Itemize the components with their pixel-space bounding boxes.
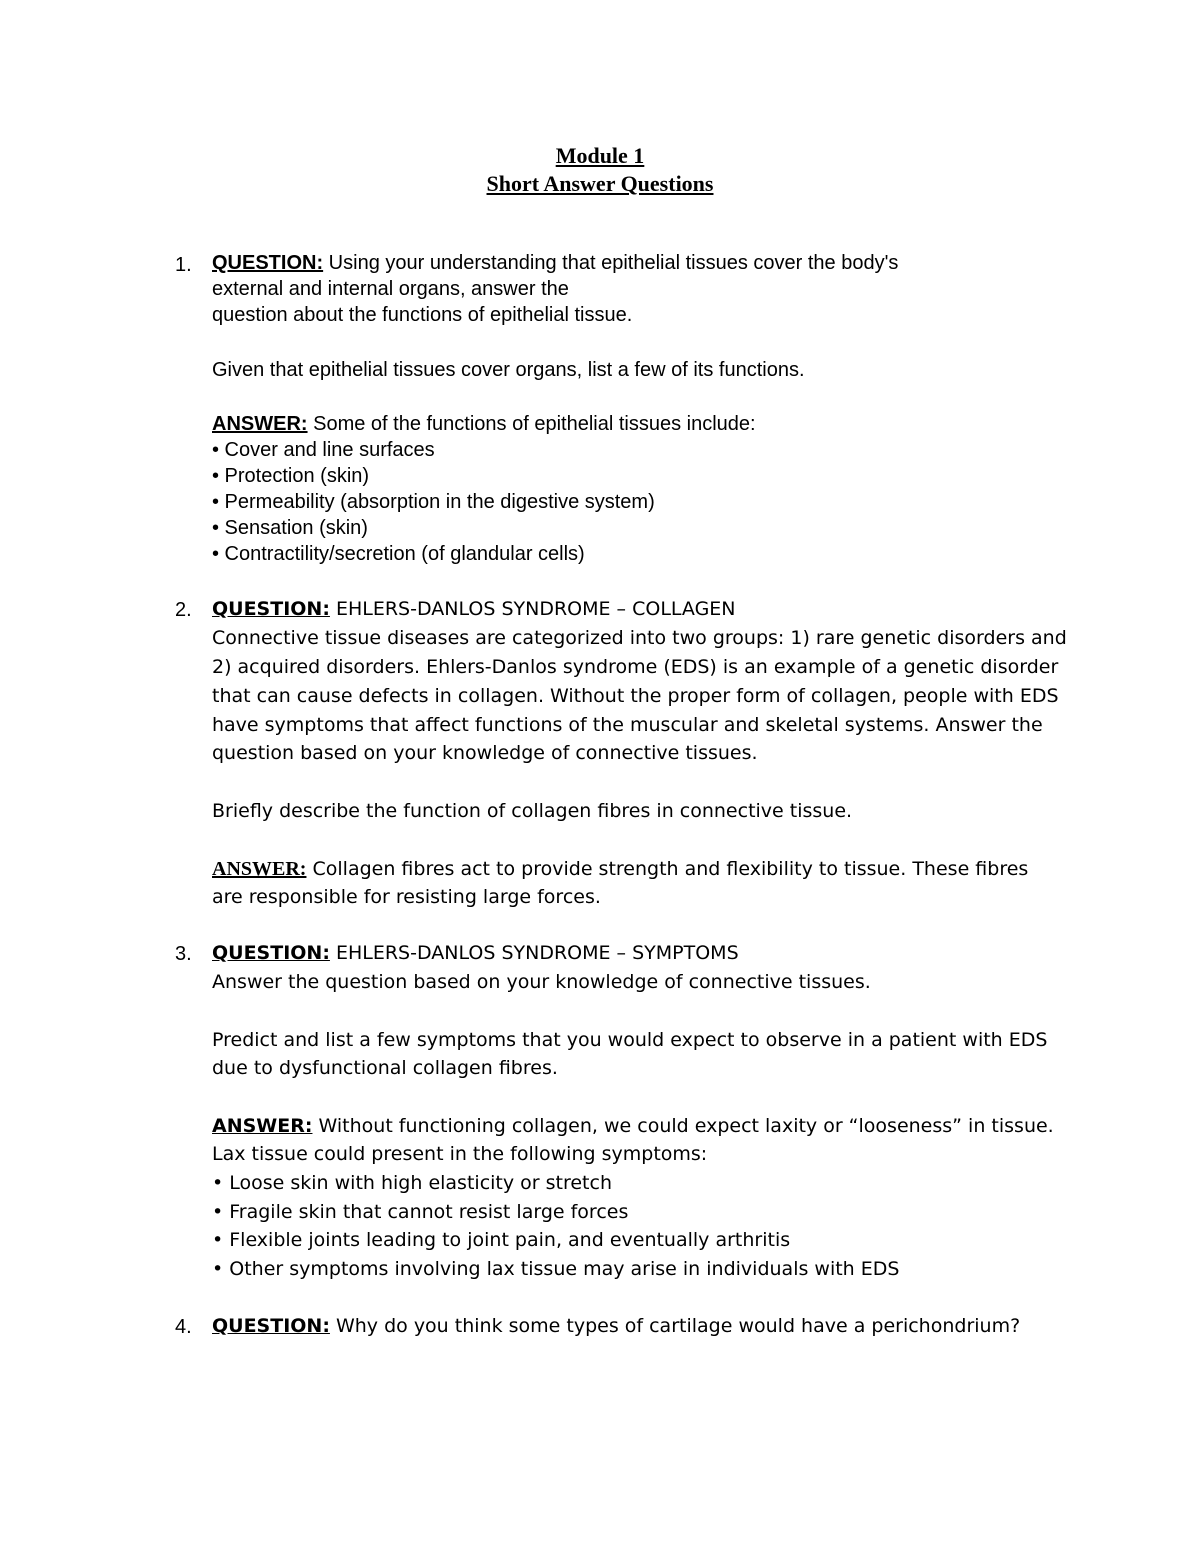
question-number: 3.	[175, 943, 192, 965]
question-prompt: Briefly describe the function of collagen fibres in connective tissue.	[212, 800, 853, 822]
answer-label: ANSWER:	[212, 1115, 313, 1137]
answer-label: ANSWER:	[212, 413, 308, 435]
answer-bullet: • Protection (skin)	[212, 465, 370, 487]
answer-bullet: • Fragile skin that cannot resist large forces	[212, 1201, 629, 1223]
answer-bullet: • Permeability (absorption in the digestive system)	[212, 491, 655, 513]
answer-bullet: • Cover and line surfaces	[212, 439, 435, 461]
question-intro-line: external and internal organs, answer the	[212, 278, 569, 300]
answer	[212, 858, 1028, 881]
question-text	[212, 1315, 1020, 1337]
question-prompt: Given that epithelial tissues cover organs, list a few of its functions.	[212, 359, 805, 381]
question-number: 1.	[175, 254, 192, 276]
question-body-line: Connective tissue diseases are categorized into two groups: 1) rare genetic disorders and	[212, 627, 1067, 649]
document-subtitle: Short Answer Questions	[486, 171, 714, 196]
question-number: 4.	[175, 1316, 192, 1338]
answer-text: Some of the functions of epithelial tissues include:	[307, 413, 756, 435]
answer-bullet: • Loose skin with high elasticity or stretch	[212, 1172, 612, 1194]
question-label: QUESTION:	[212, 942, 330, 964]
question-intro	[212, 252, 898, 275]
question-heading	[212, 598, 736, 620]
document-title: Module 1	[555, 143, 645, 168]
answer	[212, 1115, 1054, 1137]
answer	[212, 413, 756, 436]
answer-bullet: • Other symptoms involving lax tissue may arise in individuals with EDS	[212, 1258, 900, 1280]
question-body: Answer the question based on your knowledge of connective tissues.	[212, 971, 871, 993]
answer-line: are responsible for resisting large forces.	[212, 886, 601, 908]
question-heading	[212, 942, 739, 964]
answer-text: Without functioning collagen, we could expect laxity or “looseness” in tissue.	[312, 1115, 1054, 1137]
question-body-line: question based on your knowledge of connective tissues.	[212, 742, 758, 764]
answer-label: ANSWER:	[212, 858, 307, 880]
answer-line: Lax tissue could present in the following symptoms:	[212, 1143, 708, 1165]
question-body: Why do you think some types of cartilage would have a perichondrium?	[329, 1315, 1021, 1337]
question-body-line: have symptoms that affect functions of the muscular and skeletal systems. Answer the	[212, 714, 1043, 736]
question-heading-text: EHLERS-DANLOS SYNDROME – SYMPTOMS	[329, 942, 739, 964]
question-heading-text: EHLERS-DANLOS SYNDROME – COLLAGEN	[329, 598, 736, 620]
question-prompt: due to dysfunctional collagen fibres.	[212, 1057, 558, 1079]
answer-bullet: • Sensation (skin)	[212, 517, 368, 539]
question-body-line: 2) acquired disorders. Ehlers-Danlos syndrome (EDS) is an example of a genetic disorder	[212, 656, 1059, 678]
question-body-line: that can cause defects in collagen. Without the proper form of collagen, people with EDS	[212, 685, 1059, 707]
question-prompt: Predict and list a few symptoms that you would expect to observe in a patient with EDS	[212, 1029, 1048, 1051]
question-intro-line: question about the functions of epithelial tissue.	[212, 304, 633, 326]
question-number: 2.	[175, 599, 192, 621]
question-label: QUESTION:	[212, 1315, 330, 1337]
question-label: QUESTION:	[212, 252, 324, 274]
answer-bullet: • Flexible joints leading to joint pain, and eventually arthritis	[212, 1229, 791, 1251]
answer-text: Collagen fibres act to provide strength and flexibility to tissue. These fibres	[306, 858, 1029, 880]
question-label: QUESTION:	[212, 598, 330, 620]
question-intro-text: Using your understanding that epithelial tissues cover the body's	[323, 252, 899, 274]
answer-bullet: • Contractility/secretion (of glandular cells)	[212, 543, 585, 565]
